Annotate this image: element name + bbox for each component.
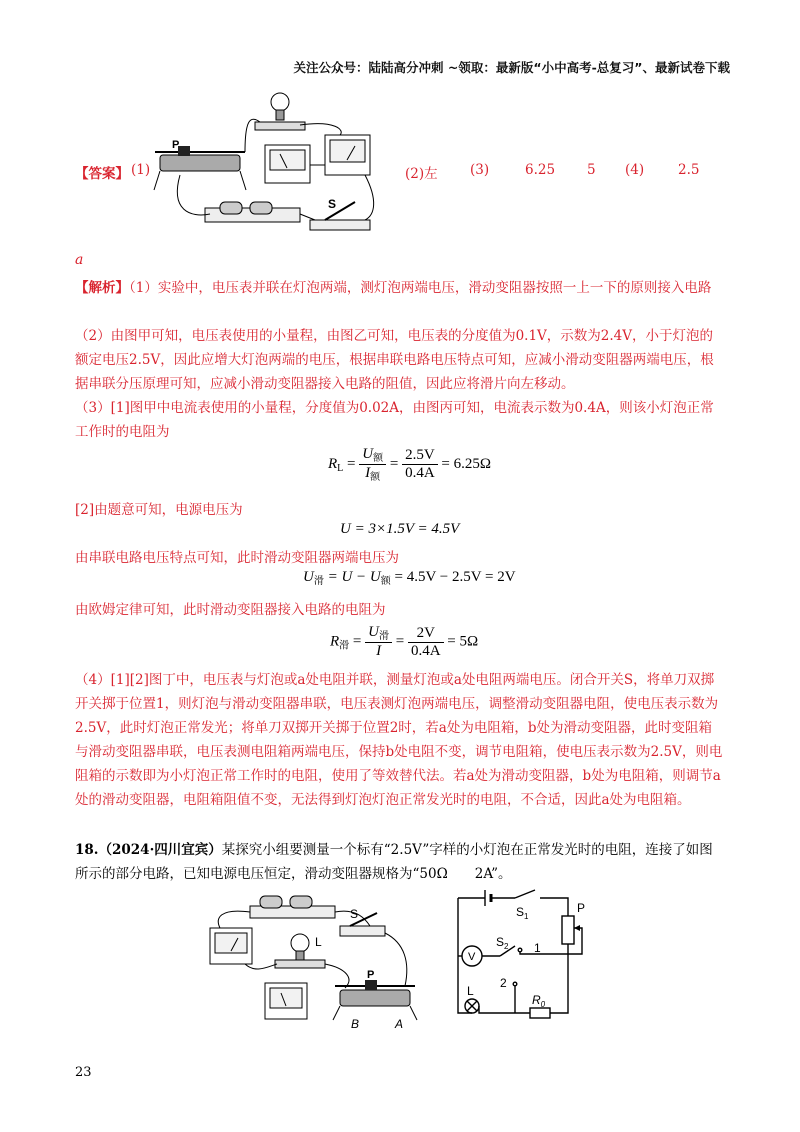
lamp-figure bbox=[255, 93, 305, 130]
question-physical-figure bbox=[205, 888, 435, 1038]
eq4-num: U bbox=[368, 624, 379, 640]
eq1-lhs-sub: L bbox=[337, 462, 344, 474]
schematic-throw-1: 1 bbox=[534, 941, 541, 955]
question-18 bbox=[75, 838, 725, 886]
equation-lamp-resistance: $R_L$ = $\frac{U_额}{I_额}$ = $\frac{2.5V}{0.4A}$ = 6.25Ω bbox=[328, 446, 492, 483]
battery-figure bbox=[205, 202, 300, 222]
page-number: 23 bbox=[75, 1065, 92, 1080]
analysis-part7: （4）[1][2]图丁中，电压表与灯泡或a处电阻并联，测量灯泡或a处电阻两端电压。闭合开关S，将单刀双掷开关掷于位置1，则灯泡与滑动变阻器串联，电压表测灯泡两端电压，调整滑动变阻器电阻，使电压表示数为2.5V，此时灯泡正常发光；将单刀双掷开关掷于位置2时，若a处为电阻箱，b处为滑动变阻器，此时变阻箱与滑动变阻器串联，电压表测电阻箱两端电压，保持b处电阻不变，调节电阻箱，使电压表示数为2.5V，则电阻箱的示数即为小灯泡正常工作时的电阻，使用了等效替代法。若a处为滑动变阻器，b处为电阻箱，则调节a处的滑动变阻器，电阻箱阻值不变，无法得到灯泡灯泡正常发光时的电阻，不合适，因此a处为电阻箱。 bbox=[75, 672, 723, 808]
question-number: 18. bbox=[75, 842, 99, 858]
answer-tag: 【答案】 bbox=[75, 166, 129, 182]
analysis-part3: （3）[1]图甲中电流表使用的小量程，分度值为0.02A，由图丙可知，电流表示数为0.4A，则该小灯泡正常工作时的电阻为 bbox=[75, 400, 714, 440]
q-slider-label-p: P bbox=[367, 969, 375, 981]
analysis-part2: （2）由图甲可知，电压表使用的小量程，由图乙可知，电压表的分度值为0.1V，示数为2.4V，小于灯泡的额定电压2.5V，因此应增大灯泡两端的电压，根据串联电路电压特点可知，应减小滑动变阻器两端电压，根据串联分压原理可知，应减小滑动变阻器接入电路的阻值，因此应将滑片向左移动。 bbox=[75, 328, 714, 392]
eq3-lhs-sub: 滑 bbox=[313, 576, 324, 587]
ammeter-figure bbox=[265, 145, 310, 183]
eq1-num2: 2.5V bbox=[402, 447, 438, 465]
answer-part1: (1) bbox=[131, 162, 151, 178]
schematic-throw-2: 2 bbox=[500, 976, 507, 990]
eq4-lhs-sub: 滑 bbox=[339, 640, 350, 652]
schematic-r0-label: $R_0$ bbox=[532, 993, 546, 1009]
question-text: 某探究小组要测量一个标有“2.5V”字样的小灯泡在正常发光时的电阻，连接了如图所示的部分电路，已知电源电压恒定，滑动变阻器规格为“50Ω 2A”。 bbox=[75, 842, 713, 882]
page-header: 关注公众号：陆陆高分冲刺 ~领取：最新版“小中高考-总复习”、最新试卷下载 bbox=[293, 60, 730, 75]
rheostat-figure bbox=[154, 146, 246, 190]
analysis-tag: 【解析】 bbox=[75, 280, 129, 296]
schematic-p-label: P bbox=[577, 901, 586, 915]
answer-a: a bbox=[75, 252, 84, 268]
equation-rheostat-resistance: $R_滑$ = $\frac{U_滑}{I}$ = $\frac{2V}{0.4A}$ = 5Ω bbox=[330, 624, 479, 659]
eq4-frac1 bbox=[365, 624, 392, 660]
schematic-lamp-label: L bbox=[467, 984, 474, 998]
eq1-lhs: R bbox=[328, 455, 338, 472]
answer-part4: (4) bbox=[625, 162, 645, 178]
answer-value-voltage: 2.5 bbox=[678, 162, 700, 178]
eq1-num: U bbox=[362, 446, 374, 462]
eq4-frac2 bbox=[408, 625, 444, 660]
equation-rheostat-voltage bbox=[303, 569, 516, 587]
eq4-result: = 5Ω bbox=[447, 633, 479, 650]
q-battery-figure bbox=[250, 896, 335, 918]
eq1-frac2 bbox=[402, 447, 438, 482]
q-switch-label: S bbox=[350, 907, 359, 921]
question-source: （2024·四川宜宾） bbox=[98, 842, 222, 858]
eq3-mid-sub: 额 bbox=[380, 576, 391, 587]
eq1-den2: 0.4A bbox=[405, 465, 435, 481]
q-ammeter-figure bbox=[265, 983, 307, 1019]
q-terminal-b: B bbox=[351, 1017, 360, 1031]
equation-source-voltage: U = 3×1.5V = 4.5V bbox=[340, 521, 460, 537]
answer-part3: (3) bbox=[470, 162, 490, 178]
eq1-result: = 6.25Ω bbox=[441, 455, 492, 472]
schematic-s2-label: $S_2$ bbox=[496, 935, 509, 951]
answer-circuit-figure bbox=[150, 90, 380, 240]
eq3-mid: = U − U bbox=[327, 569, 381, 585]
eq4-den: I bbox=[376, 643, 382, 659]
analysis-part5: 由串联电路电压特点可知，此时滑动变阻器两端电压为 bbox=[75, 550, 399, 566]
question-schematic-figure bbox=[450, 888, 600, 1028]
eq1-den-sub: 额 bbox=[370, 472, 381, 483]
eq3-lhs: U bbox=[303, 569, 314, 585]
eq1-frac1 bbox=[359, 446, 386, 483]
eq4-num-sub: 滑 bbox=[378, 631, 389, 642]
analysis-part4: [2]由题意可知，电源电压为 bbox=[75, 502, 243, 518]
schematic-voltmeter-label: V bbox=[468, 951, 476, 963]
answer-value-resistance: 6.25 bbox=[525, 162, 556, 178]
voltmeter-figure bbox=[325, 135, 370, 175]
schematic-s1-label: $S_1$ bbox=[516, 905, 529, 921]
slider-label-p: P bbox=[172, 139, 180, 151]
q-lamp-label: L bbox=[315, 935, 322, 949]
q-voltmeter-figure bbox=[210, 928, 252, 964]
switch-label-s: S bbox=[328, 197, 337, 211]
analysis-part6: 由欧姆定律可知，此时滑动变阻器接入电路的电阻为 bbox=[75, 602, 386, 618]
q-terminal-a: A bbox=[395, 1017, 404, 1031]
switch-figure bbox=[310, 202, 370, 230]
q-rheostat-figure bbox=[333, 980, 417, 1020]
eq4-lhs: R bbox=[330, 633, 340, 650]
analysis-part1-text: （1）实验中，电压表并联在灯泡两端，测灯泡两端电压，滑动变阻器按照一上一下的原则接入电路 bbox=[129, 280, 712, 296]
analysis-part1 bbox=[75, 276, 725, 300]
eq4-num2: 2V bbox=[408, 625, 444, 643]
eq4-den2: 0.4A bbox=[410, 642, 441, 659]
eq1-num-sub: 额 bbox=[373, 453, 384, 464]
eq1-den: I bbox=[365, 465, 371, 481]
q-switch-figure bbox=[340, 913, 385, 936]
answer-value-rheostat: 5 bbox=[587, 162, 596, 178]
answer-part2: (2)左 bbox=[405, 166, 438, 182]
eq3-rest: = 4.5V − 2.5V = 2V bbox=[394, 569, 516, 585]
